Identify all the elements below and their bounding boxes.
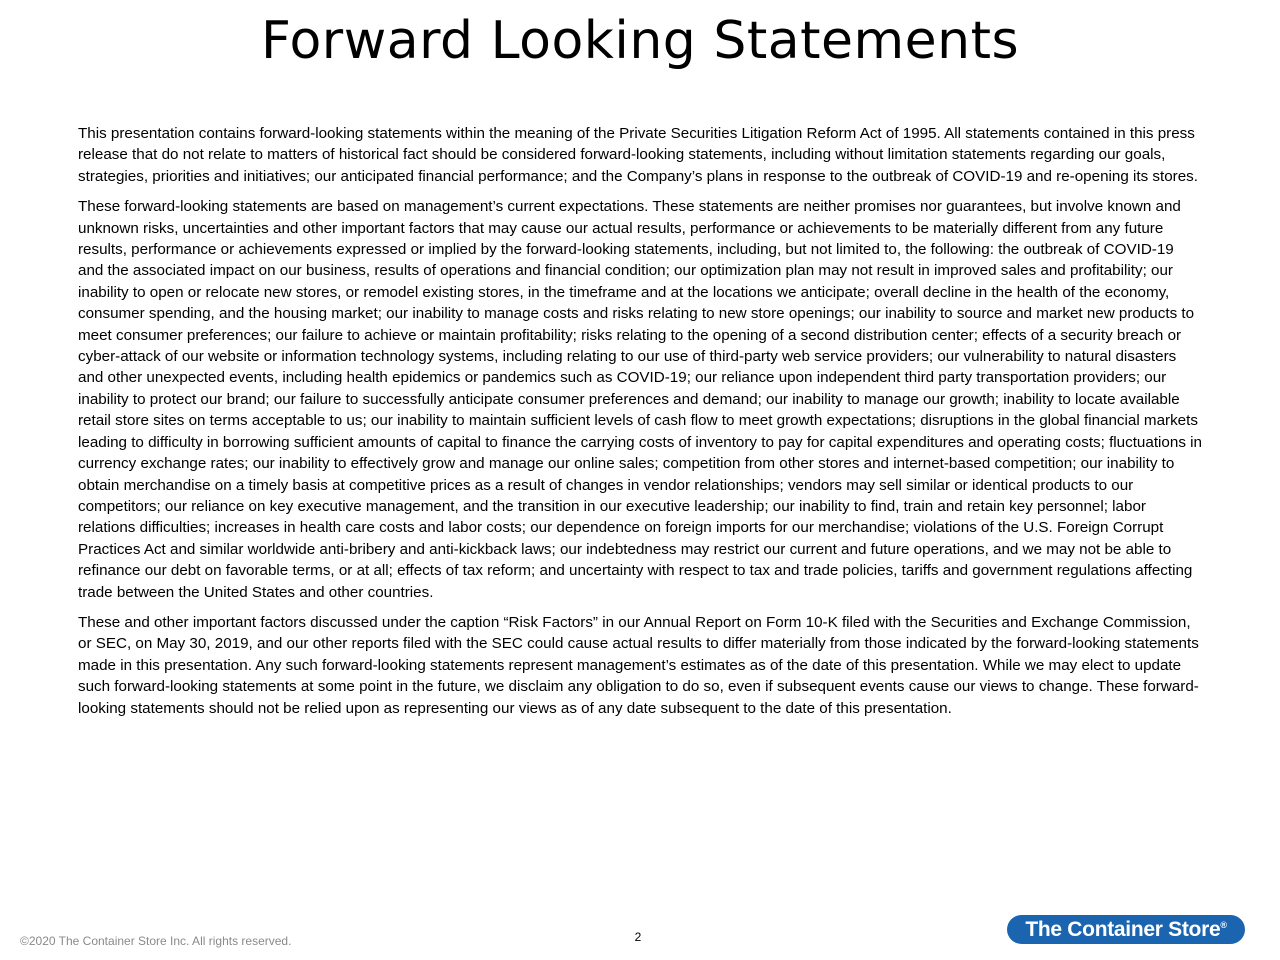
paragraph-risk-factors: These forward-looking statements are based on management’s current expectations. These statements are neither promises nor guarantees, but involve known and unknown risks, uncertainties and other important factors that may cause our actual results, performance or achievements to be materially different from any future results, performance or achievements expressed or implied by the forward-looking statements, including, but not limited to, the following: the outbreak of COVID-19 and the associated impact on our business, results of operations and financial condition; our optimization plan may not result in improved sales and profitability; our inability to open or relocate new stores, or remodel existing stores, in the timeframe and at the locations we anticipate; overall decline in the health of the economy, consumer spending, and the housing market; our inability to manage costs and risks relating to new store openings; our inability to source and market new products to meet consumer preferences; our failure to achieve or maintain profitability; risks relating to the opening of a second distribution center; effects of a security breach or cyber-attack of our website or information technology systems, including relating to our use of third-party web service providers; our vulnerability to natural disasters and other unexpected events, including health epidemics or pandemics such as COVID-19; our reliance upon independent third party transportation providers; our inability to protect our brand; our failure to successfully anticipate consumer preferences and demand; our inability to manage our growth; inability to locate available retail store sites on terms acceptable to us; our inability to maintain sufficient levels of cash flow to meet growth expectations; disruptions in the global financial markets leading to difficulty in borrowing sufficient amounts of capital to finance the carrying costs of inventory to pay for capital expenditures and operating costs; fluctuations in currency exchange rates; our inability to effectively grow and manage our online sales; competition from other stores and internet-based competition; our inability to obtain merchandise on a timely basis at competitive prices as a result of changes in vendor relationships; vendors may sell similar or identical products to our competitors; our reliance on key executive management, and the transition in our executive leadership; our inability to find, train and retain key personnel; labor relations difficulties; increases in health care costs and labor costs; our dependence on foreign imports for our merchandise; violations of the U.S. Foreign Corrupt Practices Act and similar worldwide anti-bribery and anti-kickback laws; our indebtedness may restrict our current and future operations, and we may not be able to refinance our debt on favorable terms, or at all; effects of tax reform; and uncertainty with respect to tax and trade policies, tariffs and government regulations affecting trade between the United States and other countries. <box>78 198 1202 601</box>
registered-mark: ® <box>1220 920 1227 930</box>
forward-looking-statements-body <box>78 123 1203 728</box>
copyright-notice: ©2020 The Container Store Inc. All rights reserved. <box>20 934 292 948</box>
paragraph-disclaimer: These and other important factors discussed under the caption “Risk Factors” in our Annual Report on Form 10-K filed with the Securities and Exchange Commission, or SEC, on May 30, 2019, and our other reports filed with the SEC could cause actual results to differ materially from those indicated by the forward-looking statements made in this presentation. Any such forward-looking statements represent management’s estimates as of the date of this presentation. While we may elect to update such forward-looking statements at some point in the future, we disclaim any obligation to do so, even if subsequent events cause our views to change. These forward-looking statements should not be relied upon as representing our views as of any date subsequent to the date of this presentation. <box>78 613 1199 717</box>
page-number: 2 <box>634 930 642 944</box>
paragraph-intro: This presentation contains forward-looking statements within the meaning of the Private Securities Litigation Reform Act of 1995. All statements contained in this press release that do not relate to matters of historical fact should be considered forward-looking statements, including without limitation statements regarding our goals, strategies, priorities and initiatives; our anticipated financial performance; and the Company’s plans in response to the outbreak of COVID-19 and re-opening its stores. <box>78 125 1198 185</box>
logo-text: The Container Store <box>1025 918 1221 941</box>
slide-title: Forward Looking Statements <box>260 11 1020 71</box>
container-store-logo <box>1007 915 1245 944</box>
